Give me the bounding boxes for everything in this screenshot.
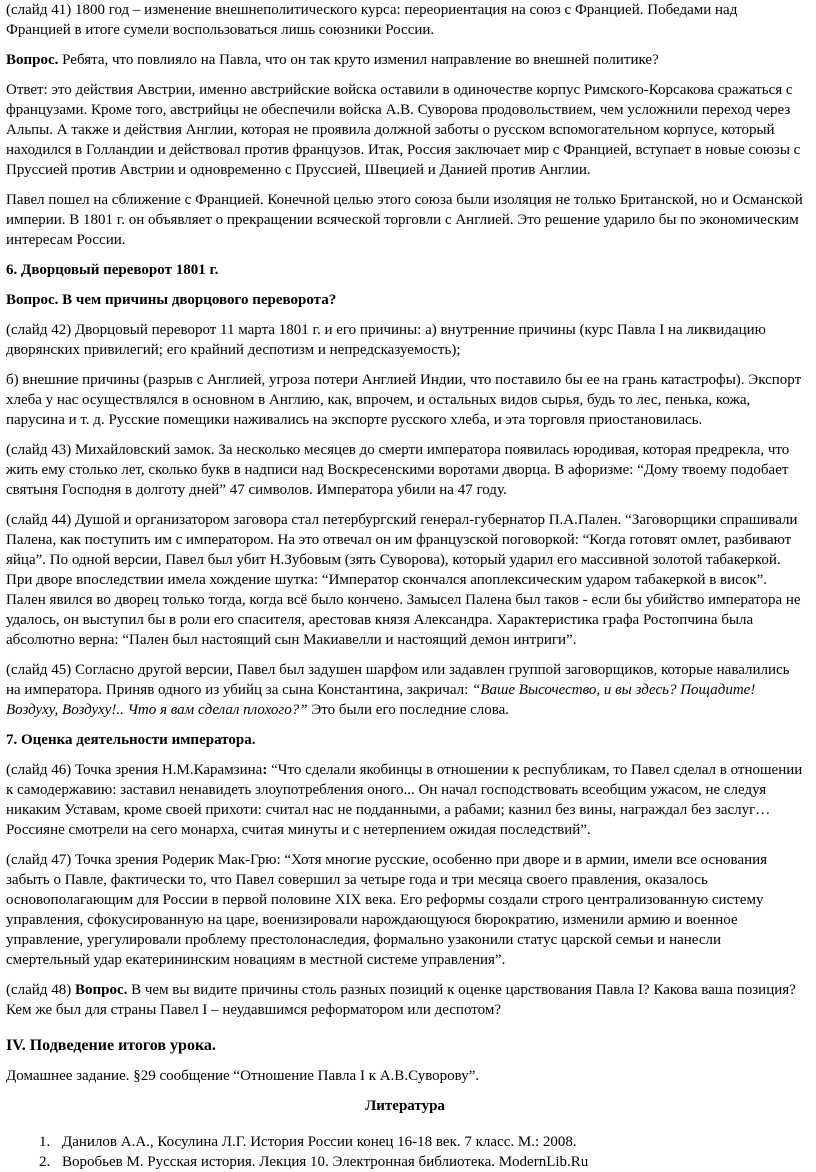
slide-45-quote: “Ваше Высочество, и вы здесь? Пощадите! Воздуху, Воздуху!.. Что я вам сделал плохого?”: [6, 682, 756, 718]
literature-item: 2. Воробьев М. Русская история. Лекция 10. Электронная библиотека. ModernLib.Ru: [54, 1152, 804, 1172]
question-coup-causes: Вопрос. В чем причины дворцового переворота?: [6, 292, 337, 308]
question-label: Вопрос.: [6, 52, 59, 68]
paragraph-slide-48: [6, 980, 804, 1020]
slide-48-text: В чем вы видите причины столь разных позиций к оценке царствования Павла I? Какова ваша позиция? Кем же был для страны Павел I – неудавшимся реформатором или деспотом?: [6, 982, 796, 1018]
answer-paragraph: Ответ: это действия Австрии, именно австрийские войска оставили в одиночестве корпус Римского-Корсакова сражаться с французами. Кроме того, австрийцы не обеспечили войска А.В. Суворова продовольствием, чем усложнили переход через Альпы. А также и действия Англии, которая не проявила должной заботы о русском вспомогательном корпусе, который находился в Голландии и действовал против французов. Итак, Россия заключает мир с Францией, вступает в новые союзы с Пруссией против Австрии и одновременно с Пруссией, Швецией и Данией против Англии.: [6, 82, 801, 178]
slide-48-prefix: (слайд 48): [6, 982, 75, 998]
slide-45-text: (слайд 45) Согласно другой версии, Павел был задушен шарфом или задавлен группой заговорщиков, которые навалились на императора. Приняв одного из убийц за сына Константина, закричал:: [6, 662, 790, 698]
paragraph-slide-45: [6, 660, 804, 720]
slide-46-colon: :: [262, 762, 268, 778]
heading-summary: IV. Подведение итогов урока.: [6, 1037, 216, 1054]
question-foreign-policy: [6, 50, 804, 70]
slide-46-quote: “Что сделали якобинцы в отношении к республикам, то Павел сделал в отношении к самодержавию: заставил ненавидеть злоупотребления оного... Он начал господствовать всеобщим ужасом, не следуя никаким Уставам, кроме своей прихоти: считал нас не подданными, а рабами; казнил без вины, награждал без заслуг… Россияне смотрели на сего монарха, считая минуты и с нетерпением ожидая последствий”.: [6, 762, 803, 838]
paragraph-slide-42: (слайд 42) Дворцовый переворот 11 марта 1801 г. и его причины: а) внутренние причины (курс Павла I на ликвидацию дворянских привилегий; его крайний деспотизм и непредсказуемость);: [6, 322, 766, 358]
paragraph-slide-43: (слайд 43) Михайловский замок. За несколько месяцев до смерти императора появилась юродивая, которая предрекла, что жить ему столько лет, сколько букв в надписи над Воскресенскими воротами дворца. В афоризме: “Дому твоему подобает святыня Господня в долготу дней” 47 символов. Императора убили на 47 году.: [6, 442, 790, 498]
homework-line: Домашнее задание. §29 сообщение “Отношение Павла I к А.В.Суворову”.: [6, 1068, 480, 1084]
slide-47-intro: (слайд 47) Точка зрения Родерик Мак-Грю:: [6, 852, 285, 868]
question-text: Ребята, что повлияло на Павла, что он так круто изменил направление во внешней политике?: [58, 52, 659, 68]
paragraph-slide-47: [6, 850, 804, 970]
paragraph-slide-44: (слайд 44) Душой и организатором заговора стал петербургский генерал-губернатор П.А.Пален. “Заговорщики спрашивали Палена, как поступить им с императором. На это отвечал он им французской поговоркой: “Когда готовят омлет, разбивают яйца”. По одной версии, Павел был убит Н.Зубовым (зять Суворова), который ударил его массивной золотой табакеркой. При дворе впоследствии имела хождение шутка: “Император скончался апоплексическим ударом табакеркой в висок”. Пален явился во дворец только тогда, когда всё было кончено. Замысел Палена был таков - если бы убийство императора не удалось, он выступил бы в роли его спасителя, арестовав князя Александра. Характеристика графа Ростопчина была абсолютно верна: “Пален был настоящий сын Макиавелли и настоящий демон интриги”.: [6, 512, 801, 648]
literature-item: 1. Данилов А.А., Косулина Л.Г. История России конец 16-18 век. 7 класс. М.: 2008.: [54, 1132, 804, 1152]
slide-47-quote: “Хотя многие русские, особенно при дворе и в армии, имели все основания забыть о Павле, фактически то, что Павел совершил за четыре года и три месяца своего правления, оказалось основополагающим для России в первой половине XIX века. Его реформы создали строго централизованную систему управления, сфокусированную на царе, военизировали нарождающуюся бюрократию, изменили армию и военное управление, урегулировали проблему престолонаследия, формально узаконили статус царской семьи и нанесли смертельный удар екатерининским новациям в местной системе управления”.: [6, 852, 768, 968]
heading-evaluation: 7. Оценка деятельности императора.: [6, 732, 256, 748]
paragraph-pavel-france: Павел пошел на сближение с Францией. Конечной целью этого союза были изоляция не только Британской, но и Османской империи. В 1801 г. он объявляет о прекращении всяческой торговли с Англией. Это решение ударило бы по экономическим интересам России.: [6, 192, 803, 248]
paragraph-slide-46: [6, 760, 804, 840]
slide-45-end: Это были его последние слова.: [307, 702, 510, 718]
slide-46-intro: (слайд 46) Точка зрения Н.М.Карамзина: [6, 762, 263, 778]
heading-palace-coup: 6. Дворцовый переворот 1801 г.: [6, 262, 219, 278]
literature-list: [6, 1132, 804, 1172]
paragraph-external-causes: б) внешние причины (разрыв с Англией, угроза потери Англией Индии, что поставило бы ее на грань катастрофы). Экспорт хлеба у нас осуществлялся в основном в Англию, как, впрочем, и остальных видов сырья, будь то лес, пенька, кожа, парусина и т. д. Русские помещики наживались на экспорте русского хлеба, и эта торговля приостановилась.: [6, 372, 802, 428]
slide-48-question-label: Вопрос.: [74, 982, 128, 998]
literature-heading: Литература: [365, 1098, 445, 1114]
paragraph-slide-41: (слайд 41) 1800 год – изменение внешнеполитического курса: переориентация на союз с Францией. Победами над Францией в итоге сумели воспользоваться лишь союзники России.: [6, 2, 738, 38]
